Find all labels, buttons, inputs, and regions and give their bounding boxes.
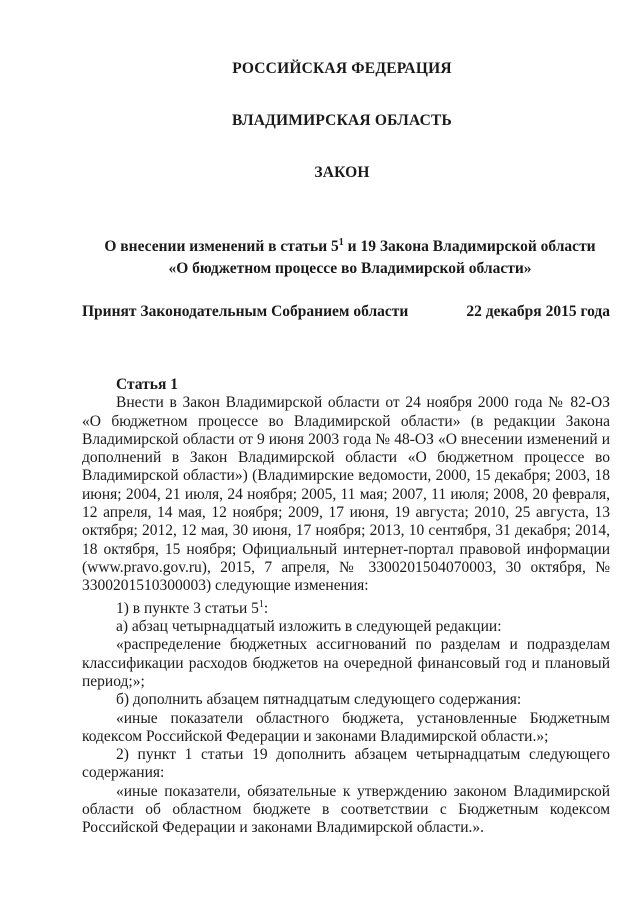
adoption-date: 22 декабря 2015 года	[466, 303, 610, 320]
country-heading: РОССИЙСКАЯ ФЕДЕРАЦИЯ	[232, 60, 452, 77]
item-2: 2) пункт 1 статьи 19 дополнить абзацем четырнадцатым следующего содержания:	[82, 746, 610, 782]
article-body	[82, 376, 610, 838]
article-intro: Внести в Закон Владимирской области от 24 ноября 2000 года № 82-ОЗ «О бюджетном процессе во Владимирской области» (в редакции Закона Владимирской области от 9 июня 2003 года № 48-ОЗ «О внесении изменений и дополнений в Закон Владимирской области «О бюджетном процессе во Владимирской области») (Владимирские ведомости, 2000, 15 декабря; 2003, 18 июня; 2004, 21 июля, 24 ноября; 2005, 11 мая; 2007, 11 июля; 2008, 20 февраля, 12 апреля, 14 мая, 12 ноября; 2009, 17 июня, 19 августа; 2010, 25 августа, 13 октября; 2012, 12 мая, 30 июня, 17 ноября; 2013, 10 сентября, 31 декабря; 2014, 18 октября, 15 ноября; Официальный интернет-портал правовой информации (www.pravo.gov.ru), 2015, 7 апреля, № 3300201504070003, 30 октября, № 3300201510300003) следующие изменения:	[82, 394, 610, 595]
item-1a: а) абзац четырнадцатый изложить в следующей редакции:	[116, 618, 502, 636]
item-1a-quote: «распределение бюджетных ассигнований по разделам и подразделам классификации расходов бюджетов на очередной финансовый год и плановый период;»;	[82, 636, 610, 690]
region-heading: ВЛАДИМИРСКАЯ ОБЛАСТЬ	[232, 112, 452, 129]
subject-line-2: «О бюджетном процессе во Владимирской области»	[168, 260, 532, 278]
superscript: 1	[338, 237, 344, 248]
superscript: 1	[258, 598, 264, 610]
adopted-by: Принят Законодательным Собранием области	[82, 303, 409, 320]
item-1b: б) дополнить абзацем пятнадцатым следующего содержания:	[116, 691, 522, 709]
article-title: Статья 1	[116, 376, 178, 393]
item-1: 1) в пункте 3 статьи $5^1$:	[116, 598, 269, 617]
item-1b-quote: «иные показатели областного бюджета, установленные Бюджетным кодексом Российской Федерации и законами Владимирской области.»;	[82, 709, 610, 745]
item-2-quote: «иные показатели, обязательные к утверждению законом Владимирской области об областном бюджете в соответствии с Бюджетным кодексом Российской Федерации и законами Владимирской области.».	[82, 782, 610, 837]
subject-line-1: О внесении изменений в статьи $5^1$ и 19 Закона Владимирской области	[104, 237, 596, 256]
adoption-line	[82, 303, 610, 321]
law-subject	[70, 232, 630, 280]
document-type-heading: ЗАКОН	[314, 164, 370, 181]
